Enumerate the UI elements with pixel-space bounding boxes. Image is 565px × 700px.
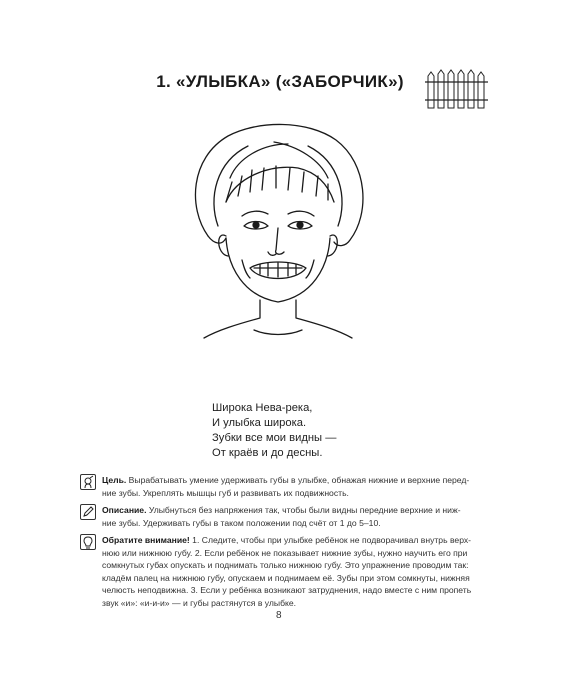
poem-line: От краёв и до десны. bbox=[212, 447, 323, 459]
page-number: 8 bbox=[276, 610, 282, 621]
fence-icon bbox=[425, 68, 489, 110]
lightbulb-icon bbox=[80, 534, 96, 550]
attention-text: звук «и»: «и-и-и» — и губы растянутся в улыбке. bbox=[102, 597, 297, 608]
poem-line: Широка Нева-река, bbox=[212, 402, 313, 414]
goal-label: Цель. bbox=[102, 475, 127, 485]
poem-line: Зубки все мои видны — bbox=[212, 432, 337, 444]
target-hand-icon bbox=[80, 474, 96, 490]
description-text: Улыбнуться без напряжения так, чтобы были видны передние верхние и ниж- bbox=[146, 505, 461, 515]
poem bbox=[212, 401, 336, 461]
pencil-icon bbox=[80, 504, 96, 520]
goal-text: Вырабатывать умение удерживать губы в улыбке, обнажая нижние и верхние перед- bbox=[126, 475, 470, 485]
goal-section bbox=[80, 474, 490, 499]
description-section bbox=[80, 504, 490, 529]
description-label: Описание. bbox=[102, 505, 147, 515]
smiling-child-illustration bbox=[178, 118, 378, 340]
attention-label: Обратите внимание! bbox=[102, 535, 190, 545]
poem-line: И улыбка широка. bbox=[212, 417, 307, 429]
description-text: ние зубы. Удерживать губы в таком положении под счёт от 1 до 5–10. bbox=[102, 517, 381, 528]
attention-text: челюсть неподвижна. 3. Если у ребёнка возникают затруднения, надо вместе с ним пропеть bbox=[102, 585, 472, 596]
goal-text: ние зубы. Укреплять мышцы губ и развивать их подвижность. bbox=[102, 487, 349, 498]
exercise-title: 1. «УЛЫБКА» («ЗАБОРЧИК») bbox=[156, 72, 404, 91]
attention-text: кладём палец на нижнюю губу, опускаем и поднимаем её. Зубы при этом сомкнуты, нижняя bbox=[102, 572, 470, 583]
attention-section bbox=[80, 534, 490, 610]
attention-text: нюю или нижнюю губу. 2. Если ребёнок не показывает нижние зубы, нужно научить его при bbox=[102, 547, 468, 558]
attention-text: 1. Следите, чтобы при улыбке ребёнок не подворачивал внутрь верх- bbox=[189, 535, 472, 545]
attention-text: сомкнутых губах опускать и поднимать только нижнюю губу. Это упражнение проводим так: bbox=[102, 560, 469, 571]
